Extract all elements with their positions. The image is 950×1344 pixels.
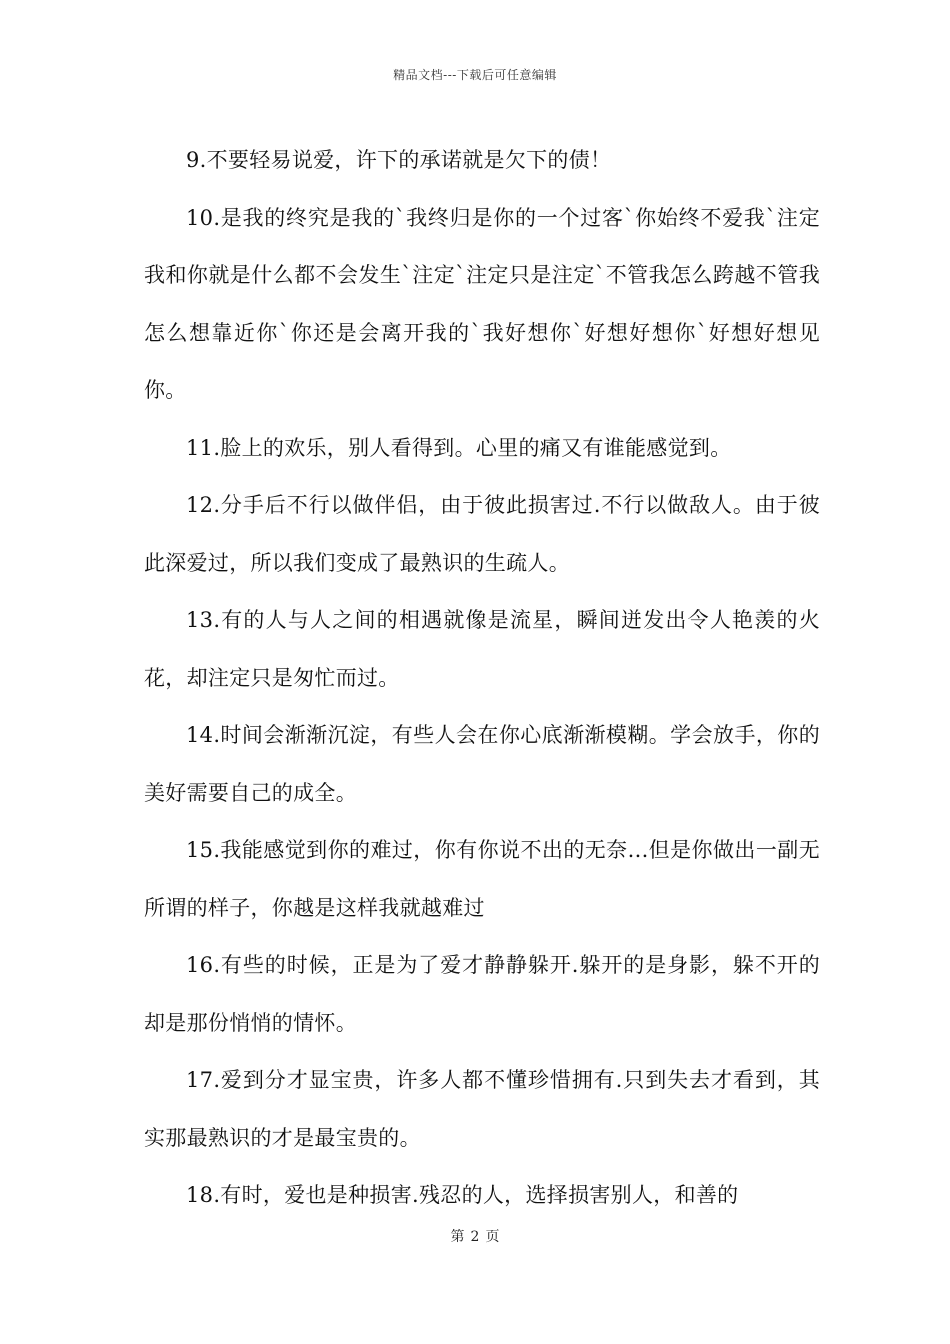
paragraph-14: 14.时间会渐渐沉淀，有些人会在你心底渐渐模糊。学会放手，你的美好需要自己的成全。 <box>144 723 820 805</box>
paragraph-11: 11.脸上的欢乐，别人看得到。心里的痛又有谁能感觉到。 <box>186 435 732 460</box>
paragraph-15: 15.我能感觉到你的难过，你有你说不出的无奈...但是你做出一副无所谓的样子，你越是这样我就越难过 <box>144 838 820 920</box>
document-body <box>144 132 820 1225</box>
paragraph-18: 18.有时，爱也是种损害.残忍的人，选择损害别人，和善的 <box>186 1183 739 1207</box>
page-header: 精品文档---下载后可任意编辑 <box>393 68 557 82</box>
paragraph-16: 16.有些的时候，正是为了爱才静静躲开.躲开的是身影，躲不开的却是那份悄悄的情怀。 <box>144 953 820 1035</box>
paragraph-12: 12.分手后不行以做伴侣，由于彼此损害过.不行以做敌人。由于彼此深爱过，所以我们变成了最熟识的生疏人。 <box>144 493 820 575</box>
footer-prefix: 第 <box>450 1229 465 1245</box>
paragraph-13: 13.有的人与人之间的相遇就像是流星，瞬间迸发出令人艳羡的火花，却注定只是匆忙而过。 <box>144 608 820 690</box>
footer-suffix: 页 <box>485 1229 500 1245</box>
paragraph-17: 17.爱到分才显宝贵，许多人都不懂珍惜拥有.只到失去才看到，其实那最熟识的才是最宝贵的。 <box>144 1068 820 1150</box>
page-number: 2 <box>470 1229 480 1245</box>
paragraph-9: 9.不要轻易说爱，许下的承诺就是欠下的债！ <box>186 148 612 172</box>
page-footer <box>0 1226 950 1246</box>
paragraph-10: 10.是我的终究是我的`我终归是你的一个过客`你始终不爱我`注定我和你就是什么都不会发生`注定`注定只是注定`不管我怎么跨越不管我怎么想靠近你`你还是会离开我的`我好想你`好想好想你`好想好想见你。 <box>144 205 820 402</box>
